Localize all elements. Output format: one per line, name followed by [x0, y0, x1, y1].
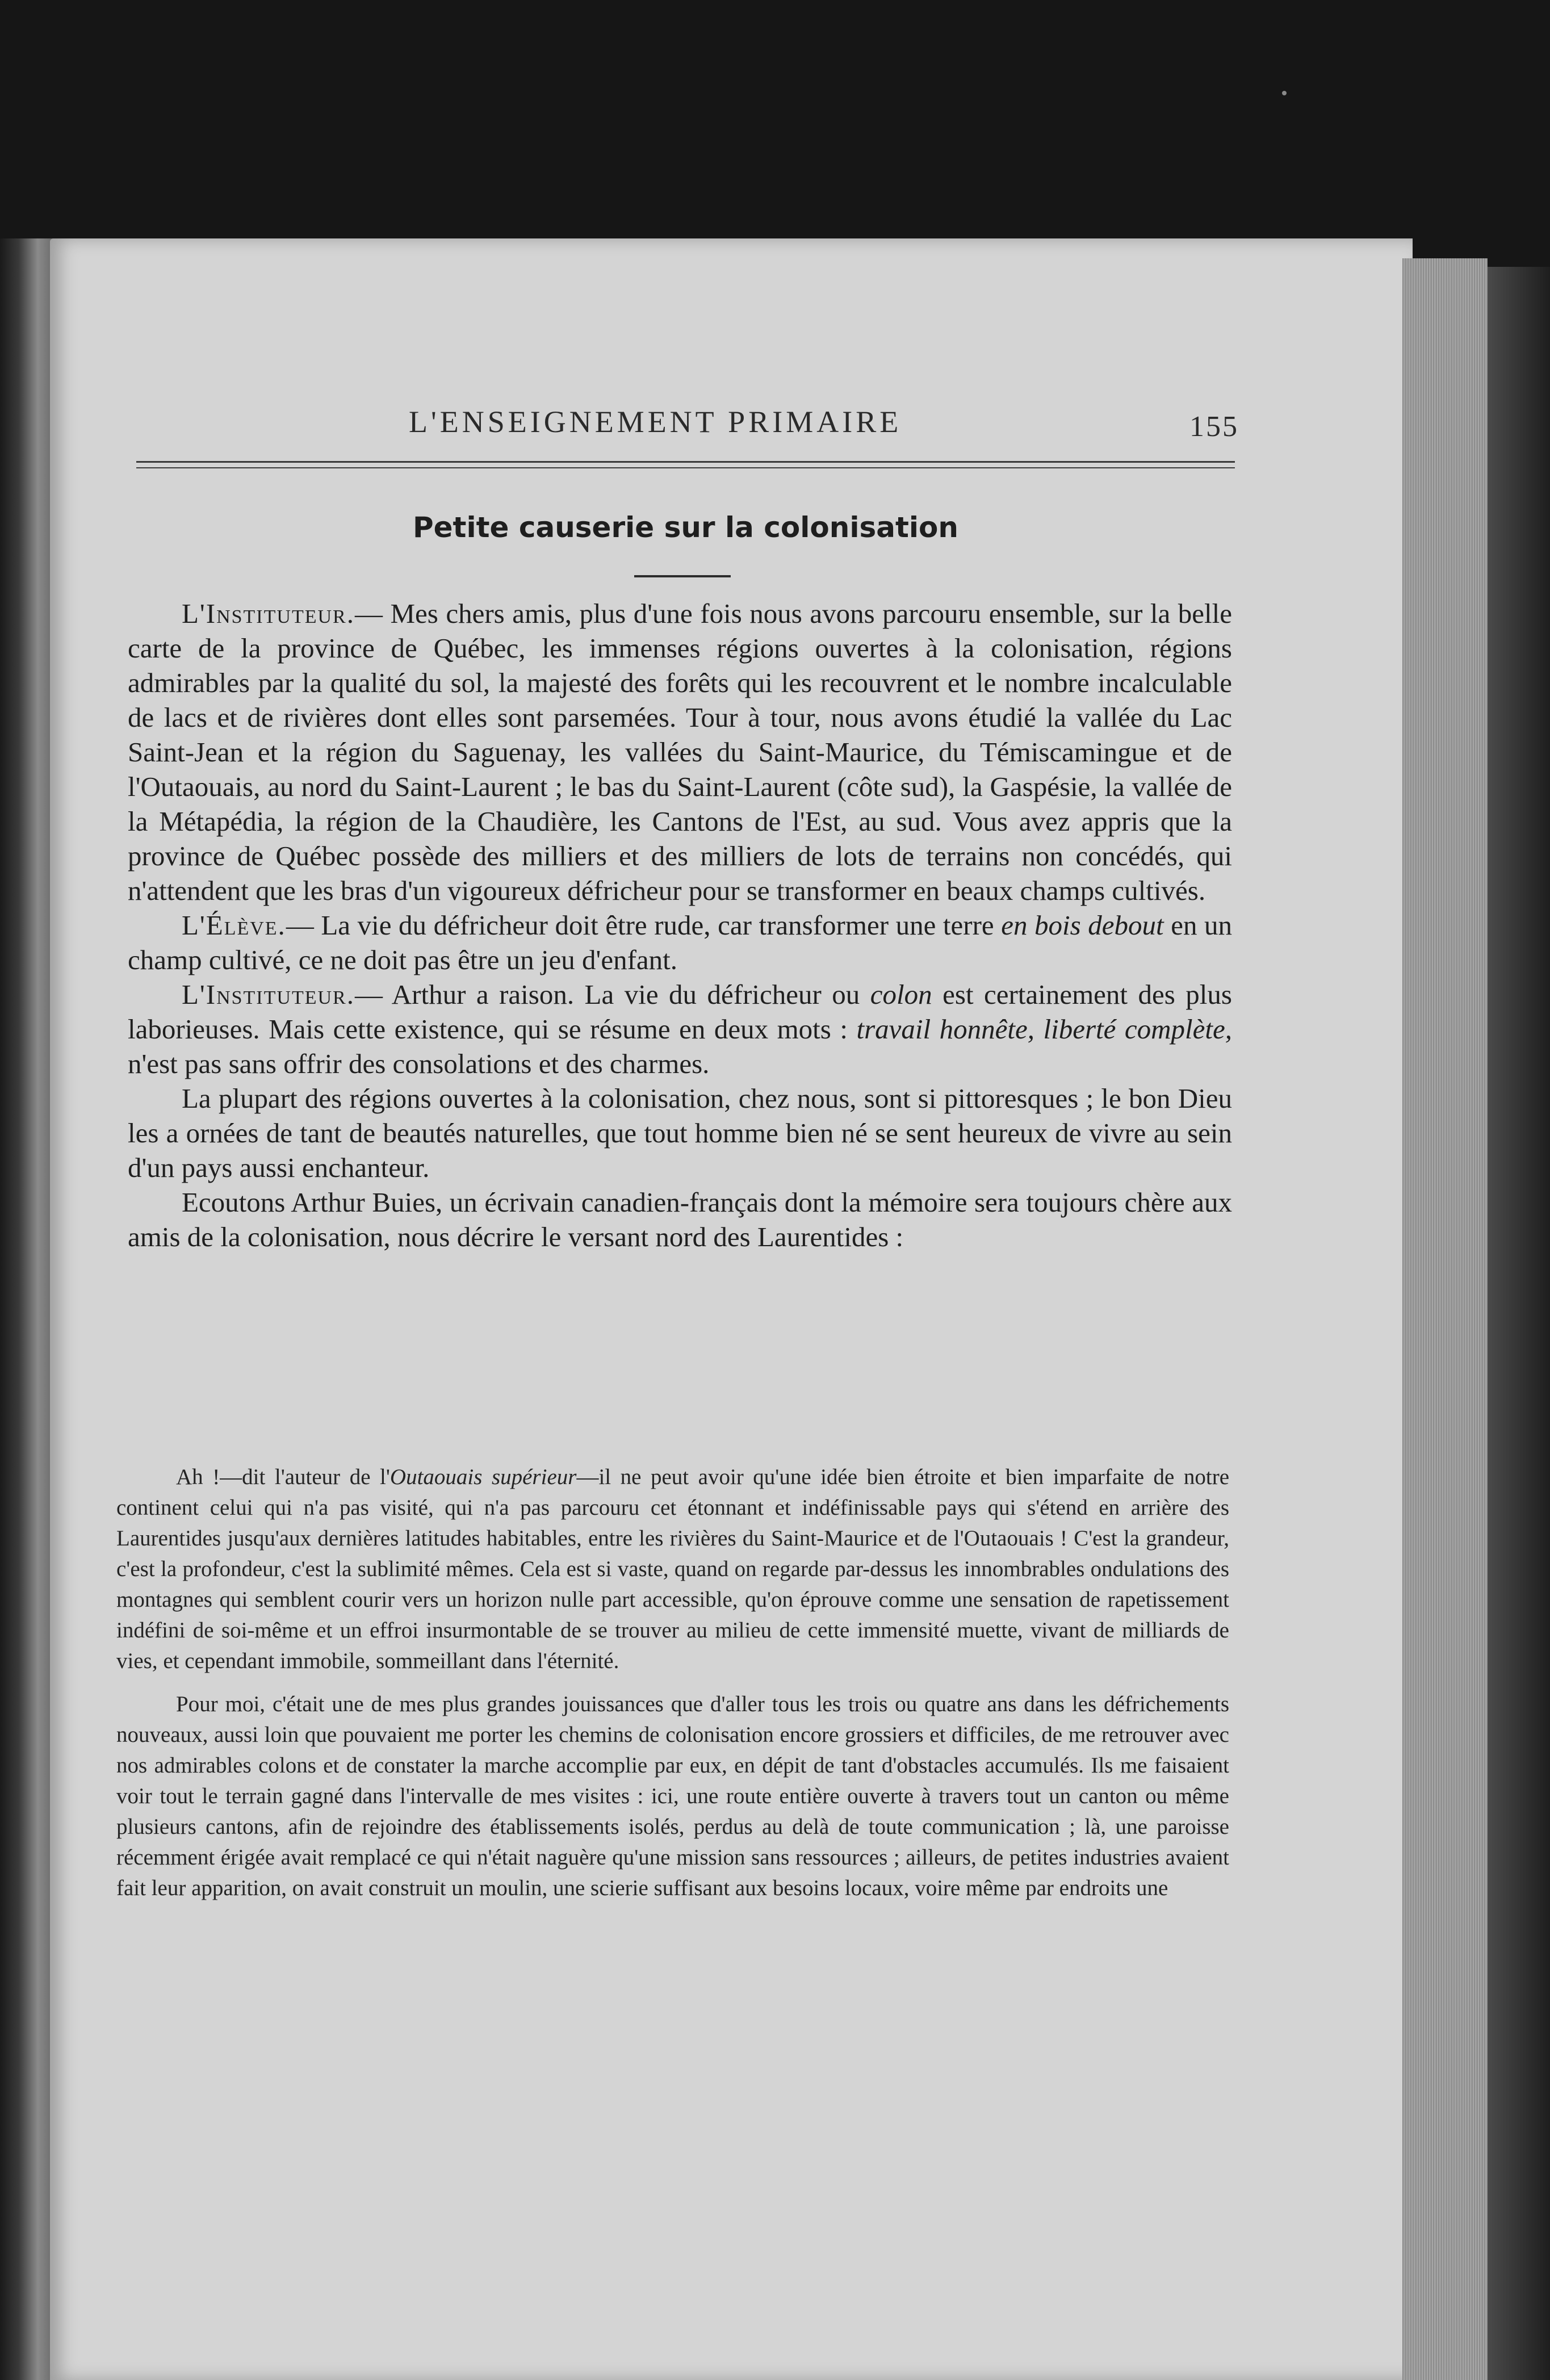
quote-paragraph: [116, 1462, 1229, 1677]
paragraph-text: — Arthur a raison. La vie du défricheur ou: [354, 979, 870, 1010]
paragraph-text: est certainement des plus laborieuses. Mais cette existence, qui se résume en deux mots :: [128, 979, 1232, 1045]
paragraph-text: — La vie du défricheur doit être rude, car transformer une terre: [286, 910, 1002, 941]
italic-phrase: travail honnête, liberté complète,: [856, 1013, 1232, 1045]
speaker-label: L'Instituteur.: [182, 979, 355, 1010]
dialogue-body: [128, 596, 1232, 1254]
block-quote: [116, 1462, 1229, 1904]
speaker-label: L'Élève.: [182, 910, 286, 941]
italic-phrase: colon: [870, 979, 932, 1010]
paragraph: [128, 908, 1232, 977]
book-cover-edge: [1488, 267, 1550, 2380]
page-block-edges: [1402, 258, 1488, 2380]
paragraph-text: n'est pas sans offrir des consolations et des charmes.: [128, 1048, 710, 1079]
quote-text: —il ne peut avoir qu'une idée bien étroite et bien imparfaite de notre continent celui qui n'a pas visité, qui n'a pas parcouru cet étonnant et indéfinissable pays qui s'étend en arrière des Laurentides jusqu'aux dernières latitudes habitables, entre les rivières du Saint-Maurice et de l'Outaouais ! C'est la grandeur, c'est la profondeur, c'est la sublimité mêmes. Cela est si vaste, quand on regarde par-dessus les innombrables ondulations des montagnes qui semblent courir vers un horizon nulle part accessible, qu'on éprouve comme une sensation de rapetissement indéfini de soi-même et un effroi insurmontable de se trouver au milieu de cette immensité muette, vivant de milliards de vies, et cependant immobile, sommeillant dans l'éternité.: [116, 1465, 1230, 1673]
article-title: Petite causerie sur la colonisation: [413, 511, 958, 544]
italic-title: Outaouais supérieur: [389, 1465, 577, 1489]
header-double-rule: [136, 461, 1235, 468]
paragraph: Ecoutons Arthur Buies, un écrivain canadien-français dont la mémoire sera toujours chère aux amis de la colonisation, nous décrire le versant nord des Laurentides :: [128, 1187, 1232, 1252]
running-title: L'ENSEIGNEMENT PRIMAIRE: [409, 405, 902, 439]
quote-text: Ah !—dit l'auteur de l': [176, 1465, 390, 1489]
italic-phrase: en bois debout: [1001, 910, 1164, 941]
speaker-label: L'Instituteur.: [182, 598, 355, 629]
title-rule: [634, 575, 731, 577]
paragraph-text: — Mes chers amis, plus d'une fois nous avons parcouru ensemble, sur la belle carte de la province de Québec, les immenses régions ouvertes à la colonisation, régions admirables par la qualité du sol, la majesté des forêts qui les recouvrent et le nombre incalculable de lacs et de rivières dont elles sont parsemées. Tour à tour, nous avons étudié la vallée du Lac Saint-Jean et la région du Saguenay, les vallées du Saint-Maurice, du Témiscamingue et de l'Outaouais, au nord du Saint-Laurent ; le bas du Saint-Laurent (côte sud), la Gaspésie, la vallée de la Métapédia, la région de la Chaudière, les Cantons de l'Est, au sud. Vous avez appris que la province de Québec possède des milliers et des milliers de lots de terrains non concédés, qui n'attendent que les bras d'un vigoureux défricheur pour se transformer en beaux champs cultivés.: [128, 598, 1232, 906]
paragraph: [128, 977, 1232, 1081]
page-number: 155: [1189, 410, 1239, 443]
dust-speck: [1282, 91, 1287, 95]
paragraph: La plupart des régions ouvertes à la colonisation, chez nous, sont si pittoresques ; le bon Dieu les a ornées de tant de beautés naturelles, que tout homme bien né se sent heureux de vivre au sein d'un pays aussi enchanteur.: [128, 1083, 1232, 1183]
paragraph-text: en un champ cultivé, ce ne doit pas être un jeu d'enfant.: [128, 910, 1233, 975]
quote-paragraph: Pour moi, c'était une de mes plus grandes jouissances que d'aller tous les trois ou quatre ans dans les défrichements nouveaux, aussi loin que pouvaient me porter les chemins de colonisation encore grossiers et difficiles, de me retrouver avec nos admirables colons et de constater la marche accomplie par eux, en dépit de tant d'obstacles accumulés. Ils me faisaient voir tout le terrain gagné dans l'intervalle de mes visites : ici, une route entière ouverte à travers tout un canton ou même plusieurs cantons, afin de rejoindre des établissements isolés, perdus au delà de toute communication ; là, une paroisse récemment érigée avait remplacé ce qui n'était naguère qu'une mission sans ressources ; ailleurs, de petites industries avaient fait leur apparition, on avait construit un moulin, une scierie suffisant aux besoins locaux, voire même par endroits une: [116, 1692, 1229, 1900]
book-page: [50, 238, 1413, 2380]
paragraph: [128, 596, 1232, 908]
running-head: [133, 404, 1269, 444]
facing-page-edge: [0, 238, 54, 2380]
